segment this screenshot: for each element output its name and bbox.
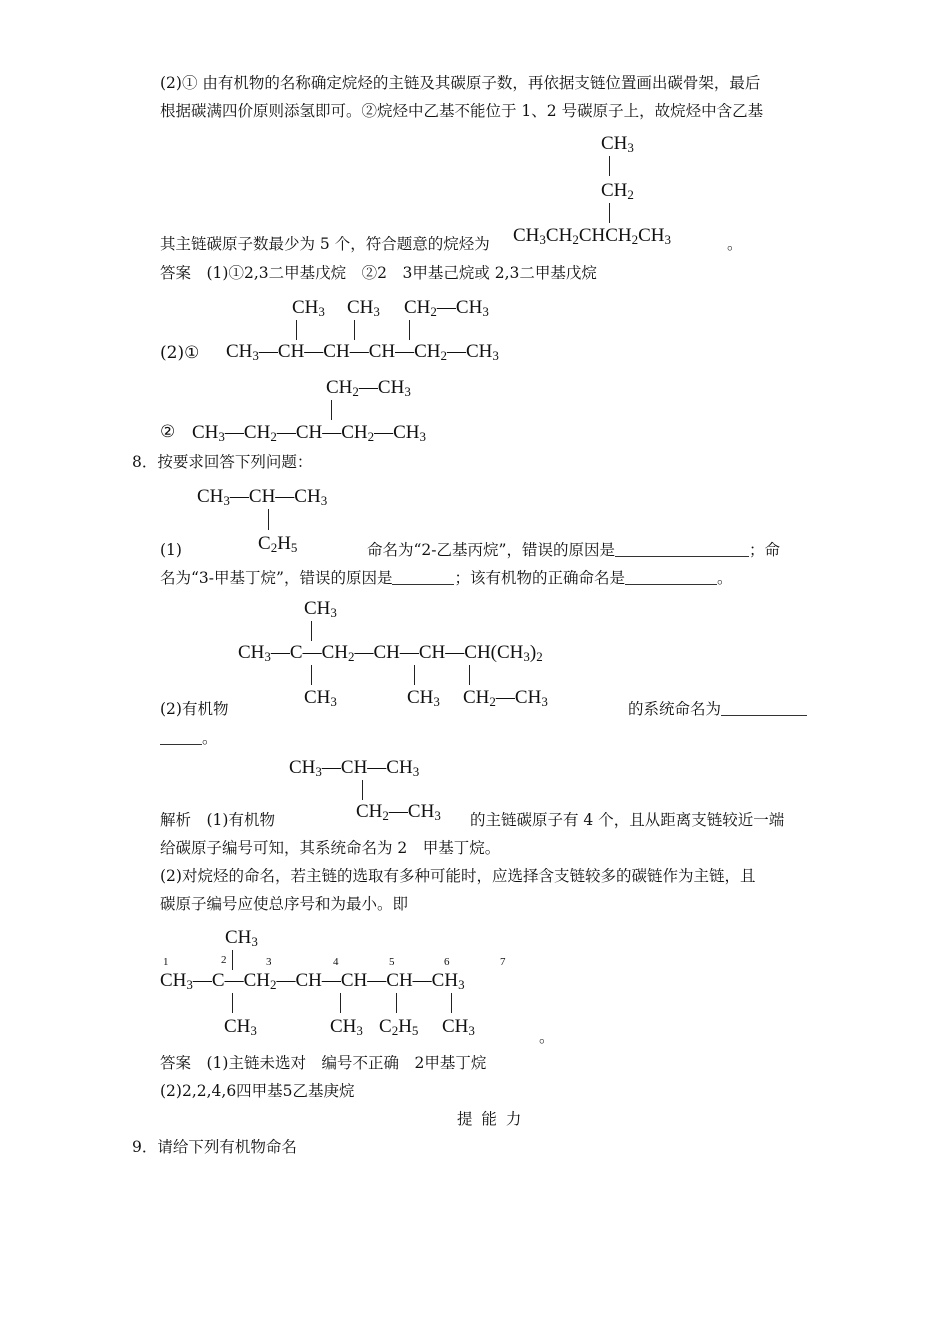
- analysis-line-2: 根据碳满四价原则添氢即可。②烷烃中乙基不能位于 1、2 号碳原子上，故烷烃中含乙基: [160, 102, 764, 120]
- q8-analysis-end: 。: [539, 1028, 555, 1046]
- q8-part2-line2: 。: [160, 728, 218, 748]
- answer-blank[interactable]: [721, 701, 807, 716]
- question-9-title: 9．请给下列有机物命名: [132, 1138, 297, 1156]
- analysis-line-1: (2)① 由有机物的名称确定烷烃的主链及其碳原子数，再依据支链位置画出碳骨架，最后: [160, 74, 761, 92]
- answer-label-2a: (2)①: [160, 343, 200, 363]
- answer-blank[interactable]: [615, 542, 749, 557]
- q8-analysis-prefix: 解析 (1)有机物: [160, 811, 275, 829]
- q8-part1-prefix: (1): [160, 541, 182, 559]
- answer-blank[interactable]: [160, 730, 202, 745]
- analysis-line-3: 其主链碳原子数最少为 5 个，符合题意的烷烃为: [160, 235, 490, 253]
- q8-analysis-text1: 的主链碳原子有 4 个，且从距离支链较近一端: [470, 811, 785, 829]
- q8-analysis-line3: (2)对烷烃的命名，若主链的选取有多种可能时，应选择含支链较多的碳链作为主链，且: [160, 867, 756, 885]
- q8-answer-line-1: 答案 (1)主链未选对 编号不正确 2甲基丁烷: [160, 1054, 487, 1072]
- analysis-end: 。: [727, 235, 743, 253]
- q8-answer-line-2: (2)2,2,4,6四甲基5乙基庚烷: [160, 1082, 355, 1100]
- answer-label-2b: ②: [160, 422, 176, 442]
- question-8-title: 8．按要求回答下列问题：: [132, 453, 313, 471]
- q8-analysis-line4: 碳原子编号应使总序号和为最小。即: [160, 895, 409, 913]
- q8-analysis-line2: 给碳原子编号可知，其系统命名为 2 甲基丁烷。: [160, 839, 501, 857]
- answer-blank[interactable]: [625, 570, 717, 585]
- section-title: 提 能 力: [457, 1110, 524, 1128]
- q8-part2-text: 的系统命名为: [628, 699, 807, 719]
- q8-part1-text: 命名为“2-乙基丙烷”，错误的原因是 ；命: [367, 541, 780, 559]
- answer-blank[interactable]: [392, 570, 454, 585]
- q8-part2-prefix: (2)有机物: [160, 700, 229, 718]
- q8-part1-line2: 名为“3-甲基丁烷”，错误的原因是 ；该有机物的正确命名是 。: [160, 569, 733, 587]
- answer-line-1: 答案 (1)①2,3二甲基戊烷 ②2 3甲基己烷或 2,3二甲基戊烷: [160, 264, 597, 282]
